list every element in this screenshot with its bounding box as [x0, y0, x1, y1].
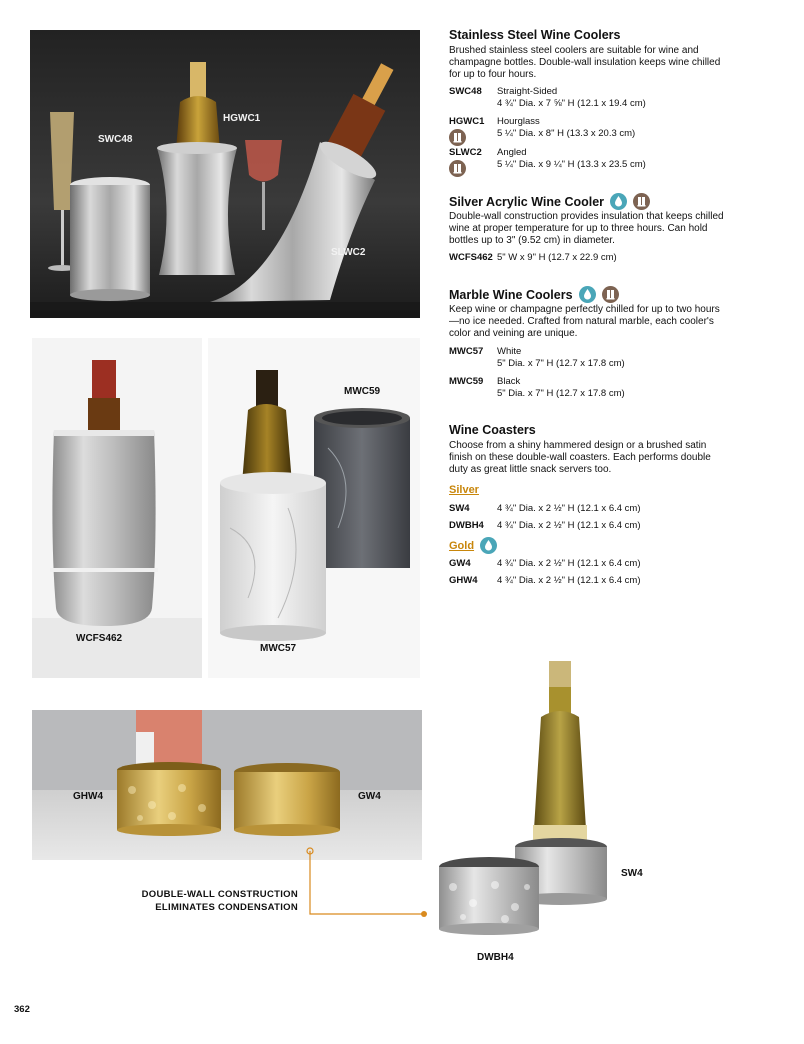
item-details: [497, 86, 646, 110]
item-details: [497, 116, 635, 150]
condensation-callout: [120, 888, 298, 914]
stainless-title-text: Stainless Steel Wine Coolers: [449, 28, 621, 42]
product-label-wcfs462: WCFS462: [76, 633, 123, 644]
stainless-coolers-photo: [30, 30, 420, 318]
acrylic-title: [449, 193, 650, 210]
silver-heading-text: Silver: [449, 484, 479, 496]
spec-row-mwc57: [449, 346, 625, 370]
item-name: Hourglass: [497, 116, 540, 127]
stainless-title: [449, 28, 620, 42]
callout-line-1: DOUBLE-WALL CONSTRUCTION: [141, 889, 298, 900]
item-code: SW4: [449, 503, 470, 514]
item-details: [497, 346, 625, 370]
item-dims: 4 ¾" Dia. x 2 ½" H (12.1 x 6.4 cm): [497, 575, 641, 586]
double-wall-insulation-icon: [449, 160, 466, 177]
acrylic-description: Double-wall construction provides insulation that keeps chilled wine at proper temperature for up to three hours. Can hold bottles up to 3" (9.52 cm) in diameter.: [449, 211, 724, 246]
item-code: MWC59: [449, 376, 484, 387]
acrylic-cooler-illustration: [32, 338, 202, 678]
marble-coolers-photo: [208, 338, 420, 678]
gold-heading-text: Gold: [449, 539, 475, 552]
item-dims: 4 ¾" Dia. x 2 ½" H (12.1 x 6.4 cm): [497, 503, 641, 514]
item-name: Black: [497, 376, 521, 387]
gold-coasters-photo: [32, 710, 422, 860]
item-name: Straight-Sided: [497, 86, 558, 97]
coasters-title: [449, 423, 536, 437]
item-details: [497, 376, 625, 400]
spec-row-wcfs462: [449, 252, 617, 264]
product-label-mwc57: MWC57: [260, 643, 297, 654]
item-name: White: [497, 346, 522, 357]
product-label-ghw4: GHW4: [73, 791, 103, 802]
product-label-sw4: SW4: [621, 868, 643, 879]
coasters-description: Choose from a shiny hammered design or a brushed satin finish on these double-wall coasters. Each performs double duty as great little snack servers too.: [449, 440, 711, 475]
coasters-title-text: Wine Coasters: [449, 423, 536, 437]
gold-heading: [449, 537, 497, 554]
item-code-block: [449, 147, 497, 181]
water-drop-icon: [579, 286, 596, 303]
spec-row-swc48: [449, 86, 646, 110]
item-code: GHW4: [449, 575, 478, 586]
spec-row-hgwc1: [449, 116, 635, 150]
item-dims: 5 ¼" Dia. x 8" H (13.3 x 20.3 cm): [497, 128, 636, 139]
marble-description: Keep wine or champagne perfectly chilled for up to two hours—no ice needed. Crafted from natural marble, each cooler's color and veining are unique.: [449, 304, 720, 339]
marble-coolers-illustration: [208, 338, 420, 678]
item-code: SLWC2: [449, 147, 482, 158]
item-code: HGWC1: [449, 116, 485, 127]
item-code: GW4: [449, 558, 471, 569]
product-label-hgwc1: HGWC1: [223, 113, 261, 124]
item-code: MWC57: [449, 346, 484, 357]
marble-title-text: Marble Wine Coolers: [449, 287, 573, 302]
spec-row-ghw4: [449, 575, 641, 587]
double-wall-insulation-icon: [449, 129, 466, 146]
product-label-swc48: SWC48: [98, 134, 133, 145]
item-dims: 4 ¾" Dia. x 2 ½" H (12.1 x 6.4 cm): [497, 520, 641, 531]
item-details: [497, 147, 646, 181]
spec-row-slwc2: [449, 147, 646, 181]
spec-row-sw4: [449, 503, 641, 515]
item-code: DWBH4: [449, 520, 484, 531]
spec-row-dwbh4: [449, 520, 641, 532]
silver-heading: [449, 484, 479, 496]
item-code: SWC48: [449, 86, 482, 97]
product-label-slwc2: SLWC2: [331, 247, 366, 258]
product-label-mwc59: MWC59: [344, 386, 381, 397]
page-number: 362: [14, 1004, 30, 1015]
stainless-description: Brushed stainless steel coolers are suitable for wine and champagne bottles. Double-wall insulation keeps wine chilled for up to four hours.: [449, 45, 721, 80]
product-label-dwbh4: DWBH4: [477, 952, 514, 963]
item-dims: 5" Dia. x 7" H (12.7 x 17.8 cm): [497, 388, 625, 399]
gold-coasters-illustration: [32, 710, 422, 860]
acrylic-title-text: Silver Acrylic Wine Cooler: [449, 194, 605, 209]
stainless-coolers-illustration: [30, 30, 420, 318]
acrylic-cooler-photo: [32, 338, 202, 678]
item-dims: 4 ¾" Dia. x 7 ⅝" H (12.1 x 19.4 cm): [497, 98, 646, 109]
item-dims: 5 ¼" Dia. x 9 ¼" H (13.3 x 23.5 cm): [497, 159, 646, 170]
marble-title: [449, 286, 619, 303]
double-wall-insulation-icon: [602, 286, 619, 303]
double-wall-insulation-icon: [633, 193, 650, 210]
silver-coasters-photo: [435, 655, 645, 963]
silver-coasters-illustration: [435, 655, 645, 945]
product-label-gw4: GW4: [358, 791, 381, 802]
item-code: WCFS462: [449, 252, 493, 263]
item-code-block: [449, 116, 497, 150]
item-dims: 4 ¾" Dia. x 2 ½" H (12.1 x 6.4 cm): [497, 558, 641, 569]
item-name: Angled: [497, 147, 527, 158]
water-drop-icon: [610, 193, 627, 210]
callout-line-2: ELIMINATES CONDENSATION: [155, 902, 298, 913]
spec-row-gw4: [449, 558, 641, 570]
water-drop-icon: [480, 537, 497, 554]
callout-connector: [300, 840, 440, 930]
spec-row-mwc59: [449, 376, 625, 400]
item-dims: 5" W x 9" H (12.7 x 22.9 cm): [497, 252, 617, 263]
item-dims: 5" Dia. x 7" H (12.7 x 17.8 cm): [497, 358, 625, 369]
